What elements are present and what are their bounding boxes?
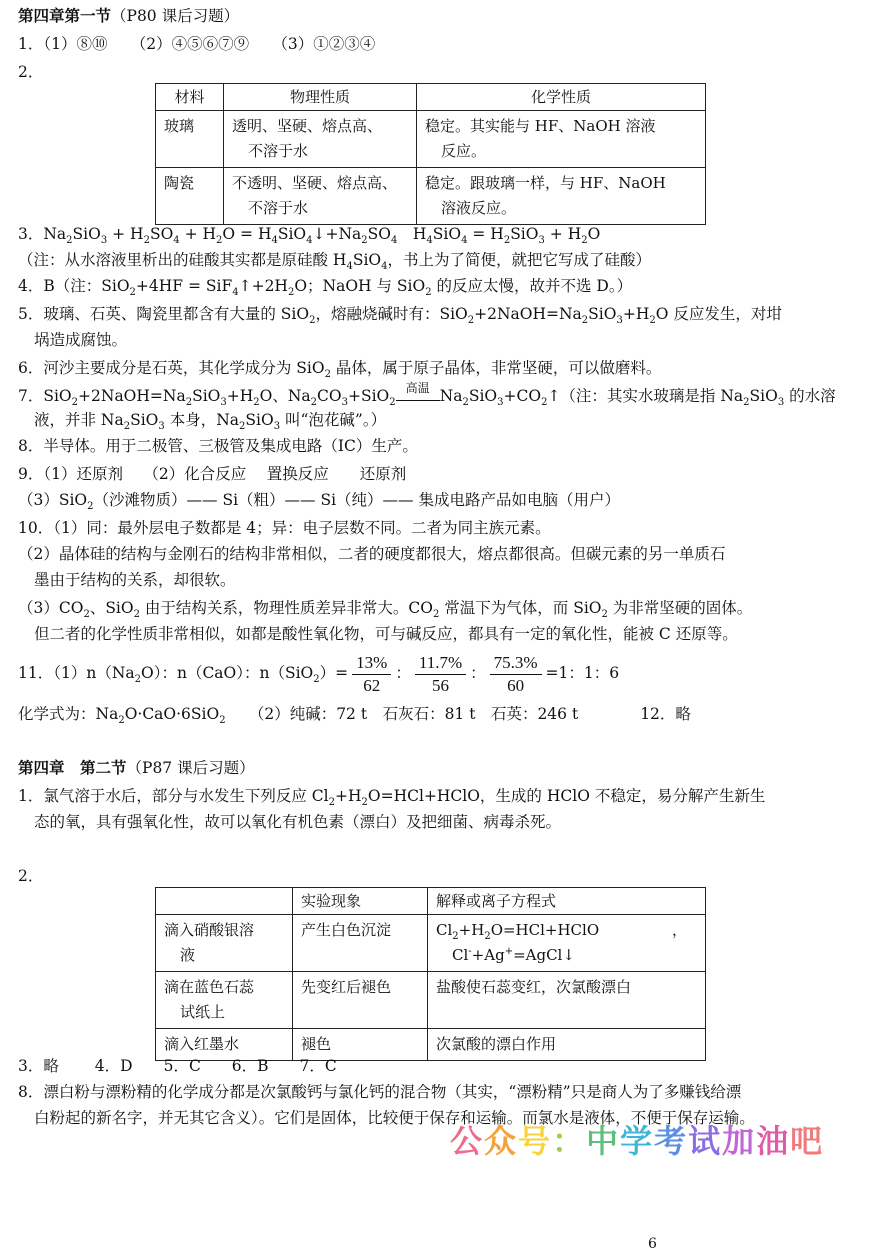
cell-line: 滴在蓝色石蕊 bbox=[164, 978, 255, 996]
section-note: （P87 课后习题） bbox=[126, 759, 255, 777]
answer-1-line2: 态的氧，具有强氧化性，故可以氧化有机色素（漂白）及把细菌、病毒杀死。 bbox=[34, 813, 562, 831]
answer-10-line2: （2）晶体硅的结构与金刚石的结构非常相似，二者的硬度都很大，熔点都很高。但碳元素的另一单质石 bbox=[18, 545, 726, 563]
table-cell: 玻璃 bbox=[156, 111, 224, 168]
answer-7-line2: 液，并非 $Na_2SiO_3$ 本身，$Na_2SiO_3$ 叫“泡花碱”。） bbox=[34, 411, 387, 433]
table-cell: 陶瓷 bbox=[156, 168, 224, 225]
answer-5-line1: 5．玻璃、石英、陶瓷里都含有大量的 SiO$_2$，熔融烧碱时有：$SiO_2+2NaOH=Na_2SiO_3+H_2O$ 反应发生，对坩 bbox=[18, 305, 782, 327]
materials-table bbox=[155, 83, 706, 225]
watermark-char: 号 bbox=[518, 1122, 553, 1160]
table-cell: 次氯酸的漂白作用 bbox=[428, 1029, 706, 1061]
table-header-row bbox=[156, 84, 706, 111]
section-note: （P80 课后习题） bbox=[111, 7, 240, 25]
answer-1: 1．（1）⑧⑩ （2）④⑤⑥⑦⑨ （3）①②③④ bbox=[18, 35, 376, 53]
table-cell: 滴入红墨水 bbox=[156, 1029, 293, 1061]
answer-9-line2: （3）SiO$_2$（沙滩物质）—— Si（粗）—— Si（纯）—— 集成电路产品如电脑（用户） bbox=[18, 491, 620, 513]
watermark-char: 众 bbox=[484, 1122, 519, 1160]
watermark-char: 公 bbox=[450, 1122, 485, 1160]
answers-3-to-7: 3．略 4．D 5．C 6．B 7．C bbox=[18, 1057, 337, 1075]
answer-6: 6．河沙主要成分是石英，其化学成分为 SiO$_2$ 晶体，属于原子晶体，非常坚硬，可以做磨料。 bbox=[18, 359, 662, 381]
watermark bbox=[450, 1116, 824, 1162]
answer-2-label: 2． bbox=[18, 63, 44, 81]
denominator: 56 bbox=[431, 675, 449, 695]
answer-5-line2: 埚造成腐蚀。 bbox=[34, 331, 128, 349]
page-number: 6 bbox=[648, 1236, 657, 1252]
table-row bbox=[156, 972, 706, 1029]
cell-line: 试纸上 bbox=[180, 1003, 226, 1021]
answer-11-12: 化学式为：$Na_2O\cdot CaO\cdot 6SiO_2$ （2）纯碱：72 t 石灰石：81 t 石英：246 t 12．略 bbox=[18, 705, 691, 727]
answer-3: 3．$Na_2SiO_3 + H_2SO_4 + H_2O$ = $H_4SiO_4↓+Na_2SO_4$ $H_4SiO_4 = H_2SiO_3 + H_2O$ bbox=[18, 225, 601, 247]
table-header: 化学性质 bbox=[417, 84, 706, 111]
cell-line: 溶液反应。 bbox=[441, 199, 517, 217]
watermark-char: 试 bbox=[688, 1122, 723, 1160]
table-header: 实验现象 bbox=[293, 888, 428, 915]
watermark-char: 中 bbox=[586, 1122, 621, 1160]
table-header bbox=[156, 888, 293, 915]
table-cell bbox=[224, 111, 417, 168]
table-row bbox=[156, 915, 706, 972]
cell-line: Cl-+Ag+=AgCl↓ bbox=[452, 946, 575, 964]
cell-line: 透明、坚硬、熔点高、 bbox=[232, 117, 383, 135]
section-title: 第四章 第二节 bbox=[18, 758, 127, 777]
section-heading bbox=[18, 758, 255, 778]
equation-text: $Na_2SiO_3+CO_2↑$（注：其实水玻璃是指 $Na_2SiO_3$ 的水溶 bbox=[439, 387, 836, 409]
table-cell bbox=[428, 915, 706, 972]
separator: ： bbox=[470, 664, 486, 682]
answer-8-line2: 白粉起的新名字，并无其它含义）。它们是固体，比较便于保存和运输。而氯水是液体，不便于保存运输。 bbox=[34, 1109, 755, 1127]
answer-10-line5: 但二者的化学性质非常相似，如都是酸性氧化物，可与碱反应，都具有一定的氧化性，能被 C 还原等。 bbox=[34, 625, 738, 643]
cell-line: 稳定。其实能与 HF、NaOH 溶液 bbox=[425, 117, 656, 135]
cell-line: 滴入硝酸银溶 bbox=[164, 921, 255, 939]
table-cell bbox=[156, 972, 293, 1029]
fraction bbox=[490, 652, 542, 697]
equation-text: $Cl_2+H_2O=HCl+HClO$ bbox=[436, 921, 600, 942]
fraction bbox=[415, 652, 466, 697]
table-row bbox=[156, 168, 706, 225]
table-cell bbox=[224, 168, 417, 225]
cell-line: 不溶于水 bbox=[248, 142, 309, 160]
cell-line: 稳定。跟玻璃一样，与 HF、NaOH bbox=[425, 174, 666, 192]
answer-4: 4．B（注：$SiO_2+4HF = SiF_4↑+2H_2O$；NaOH 与 SiO$_2$ 的反应太慢，故并不选 D。） bbox=[18, 277, 633, 299]
answer-10-line3: 墨由于结构的关系，却很软。 bbox=[34, 571, 236, 589]
table-header-row bbox=[156, 888, 706, 915]
answer-7-line1 bbox=[18, 381, 836, 409]
table-cell bbox=[156, 915, 293, 972]
section-title: 第四章第一节 bbox=[18, 6, 112, 25]
answer-3-note: （注：从水溶液里析出的硅酸其实都是原硅酸 $H_4SiO_4$，书上为了简便，就把它写成了硅酸） bbox=[18, 251, 652, 273]
answer-1-line1: 1．氯气溶于水后，部分与水发生下列反应 $Cl_2+H_2O=HCl+HClO$，生成的 HClO 不稳定，易分解产生新生 bbox=[18, 787, 766, 809]
cell-line: 液 bbox=[180, 946, 196, 964]
answer-10-line4: $(3)CO_2$、SiO$_2$ 由于结构关系，物理性质差异非常大。$CO_2$ 常温下为气体，而 SiO$_2$ 为非常坚硬的固体。 bbox=[18, 599, 753, 621]
table-header: 物理性质 bbox=[224, 84, 417, 111]
table-cell bbox=[417, 168, 706, 225]
watermark-char: 考 bbox=[654, 1122, 689, 1160]
table-cell bbox=[417, 111, 706, 168]
ratio-prefix: 11．$(1)n(Na_2O)$：n（CaO）：n（SiO$_2$）= bbox=[18, 664, 349, 686]
answer-2-label: 2． bbox=[18, 867, 44, 885]
table-cell: 盐酸使石蕊变红，次氯酸漂白 bbox=[428, 972, 706, 1029]
separator: ： bbox=[395, 664, 411, 682]
answer-8-line1: 8．漂白粉与漂粉精的化学成分都是次氯酸钙与氯化钙的混合物（其实，“漂粉精”只是商人为了多赚钱给漂 bbox=[18, 1083, 742, 1101]
comma: ， bbox=[671, 921, 687, 939]
watermark-char: ： bbox=[552, 1122, 587, 1160]
numerator: 13% bbox=[352, 652, 391, 675]
watermark-char: 加 bbox=[722, 1122, 757, 1160]
denominator: 60 bbox=[507, 675, 525, 695]
denominator: 62 bbox=[363, 675, 381, 695]
watermark-char: 油 bbox=[756, 1122, 791, 1160]
table-row bbox=[156, 111, 706, 168]
numerator: 11.7% bbox=[415, 652, 466, 675]
fraction bbox=[352, 652, 391, 697]
answer-8: 8．半导体。用于二极管、三极管及集成电路（IC）生产。 bbox=[18, 437, 418, 455]
answer-9-line1: 9．（1）还原剂 （2）化合反应 置换反应 还原剂 bbox=[18, 465, 407, 483]
numerator: 75.3% bbox=[490, 652, 542, 675]
answer-11-ratio bbox=[18, 650, 619, 697]
table-header: 解释或离子方程式 bbox=[428, 888, 706, 915]
table-cell: 产生白色沉淀 bbox=[293, 915, 428, 972]
cell-line: 不透明、坚硬、熔点高、 bbox=[232, 174, 398, 192]
cell-line: 不溶于水 bbox=[248, 199, 309, 217]
table-header: 材料 bbox=[156, 84, 224, 111]
reaction-condition bbox=[396, 381, 440, 401]
table-cell: 先变红后褪色 bbox=[293, 972, 428, 1029]
cell-line: 反应。 bbox=[441, 142, 487, 160]
ratio-result: =1：1：6 bbox=[545, 664, 620, 682]
watermark-char: 学 bbox=[620, 1122, 655, 1160]
section-heading bbox=[18, 6, 239, 26]
experiment-table bbox=[155, 887, 706, 1061]
table-cell: 褪色 bbox=[293, 1029, 428, 1061]
watermark-char: 吧 bbox=[790, 1122, 825, 1160]
condition-label: 高温 bbox=[405, 381, 430, 395]
cell-line bbox=[436, 918, 697, 943]
answer-10-line1: 10．（1）同：最外层电子数都是 4；异：电子层数不同。二者为同主族元素。 bbox=[18, 519, 551, 537]
equation-text: 7．$SiO_2+2NaOH=Na_2SiO_3+H_2O$、$Na_2CO_3+SiO_2$ bbox=[18, 387, 396, 409]
